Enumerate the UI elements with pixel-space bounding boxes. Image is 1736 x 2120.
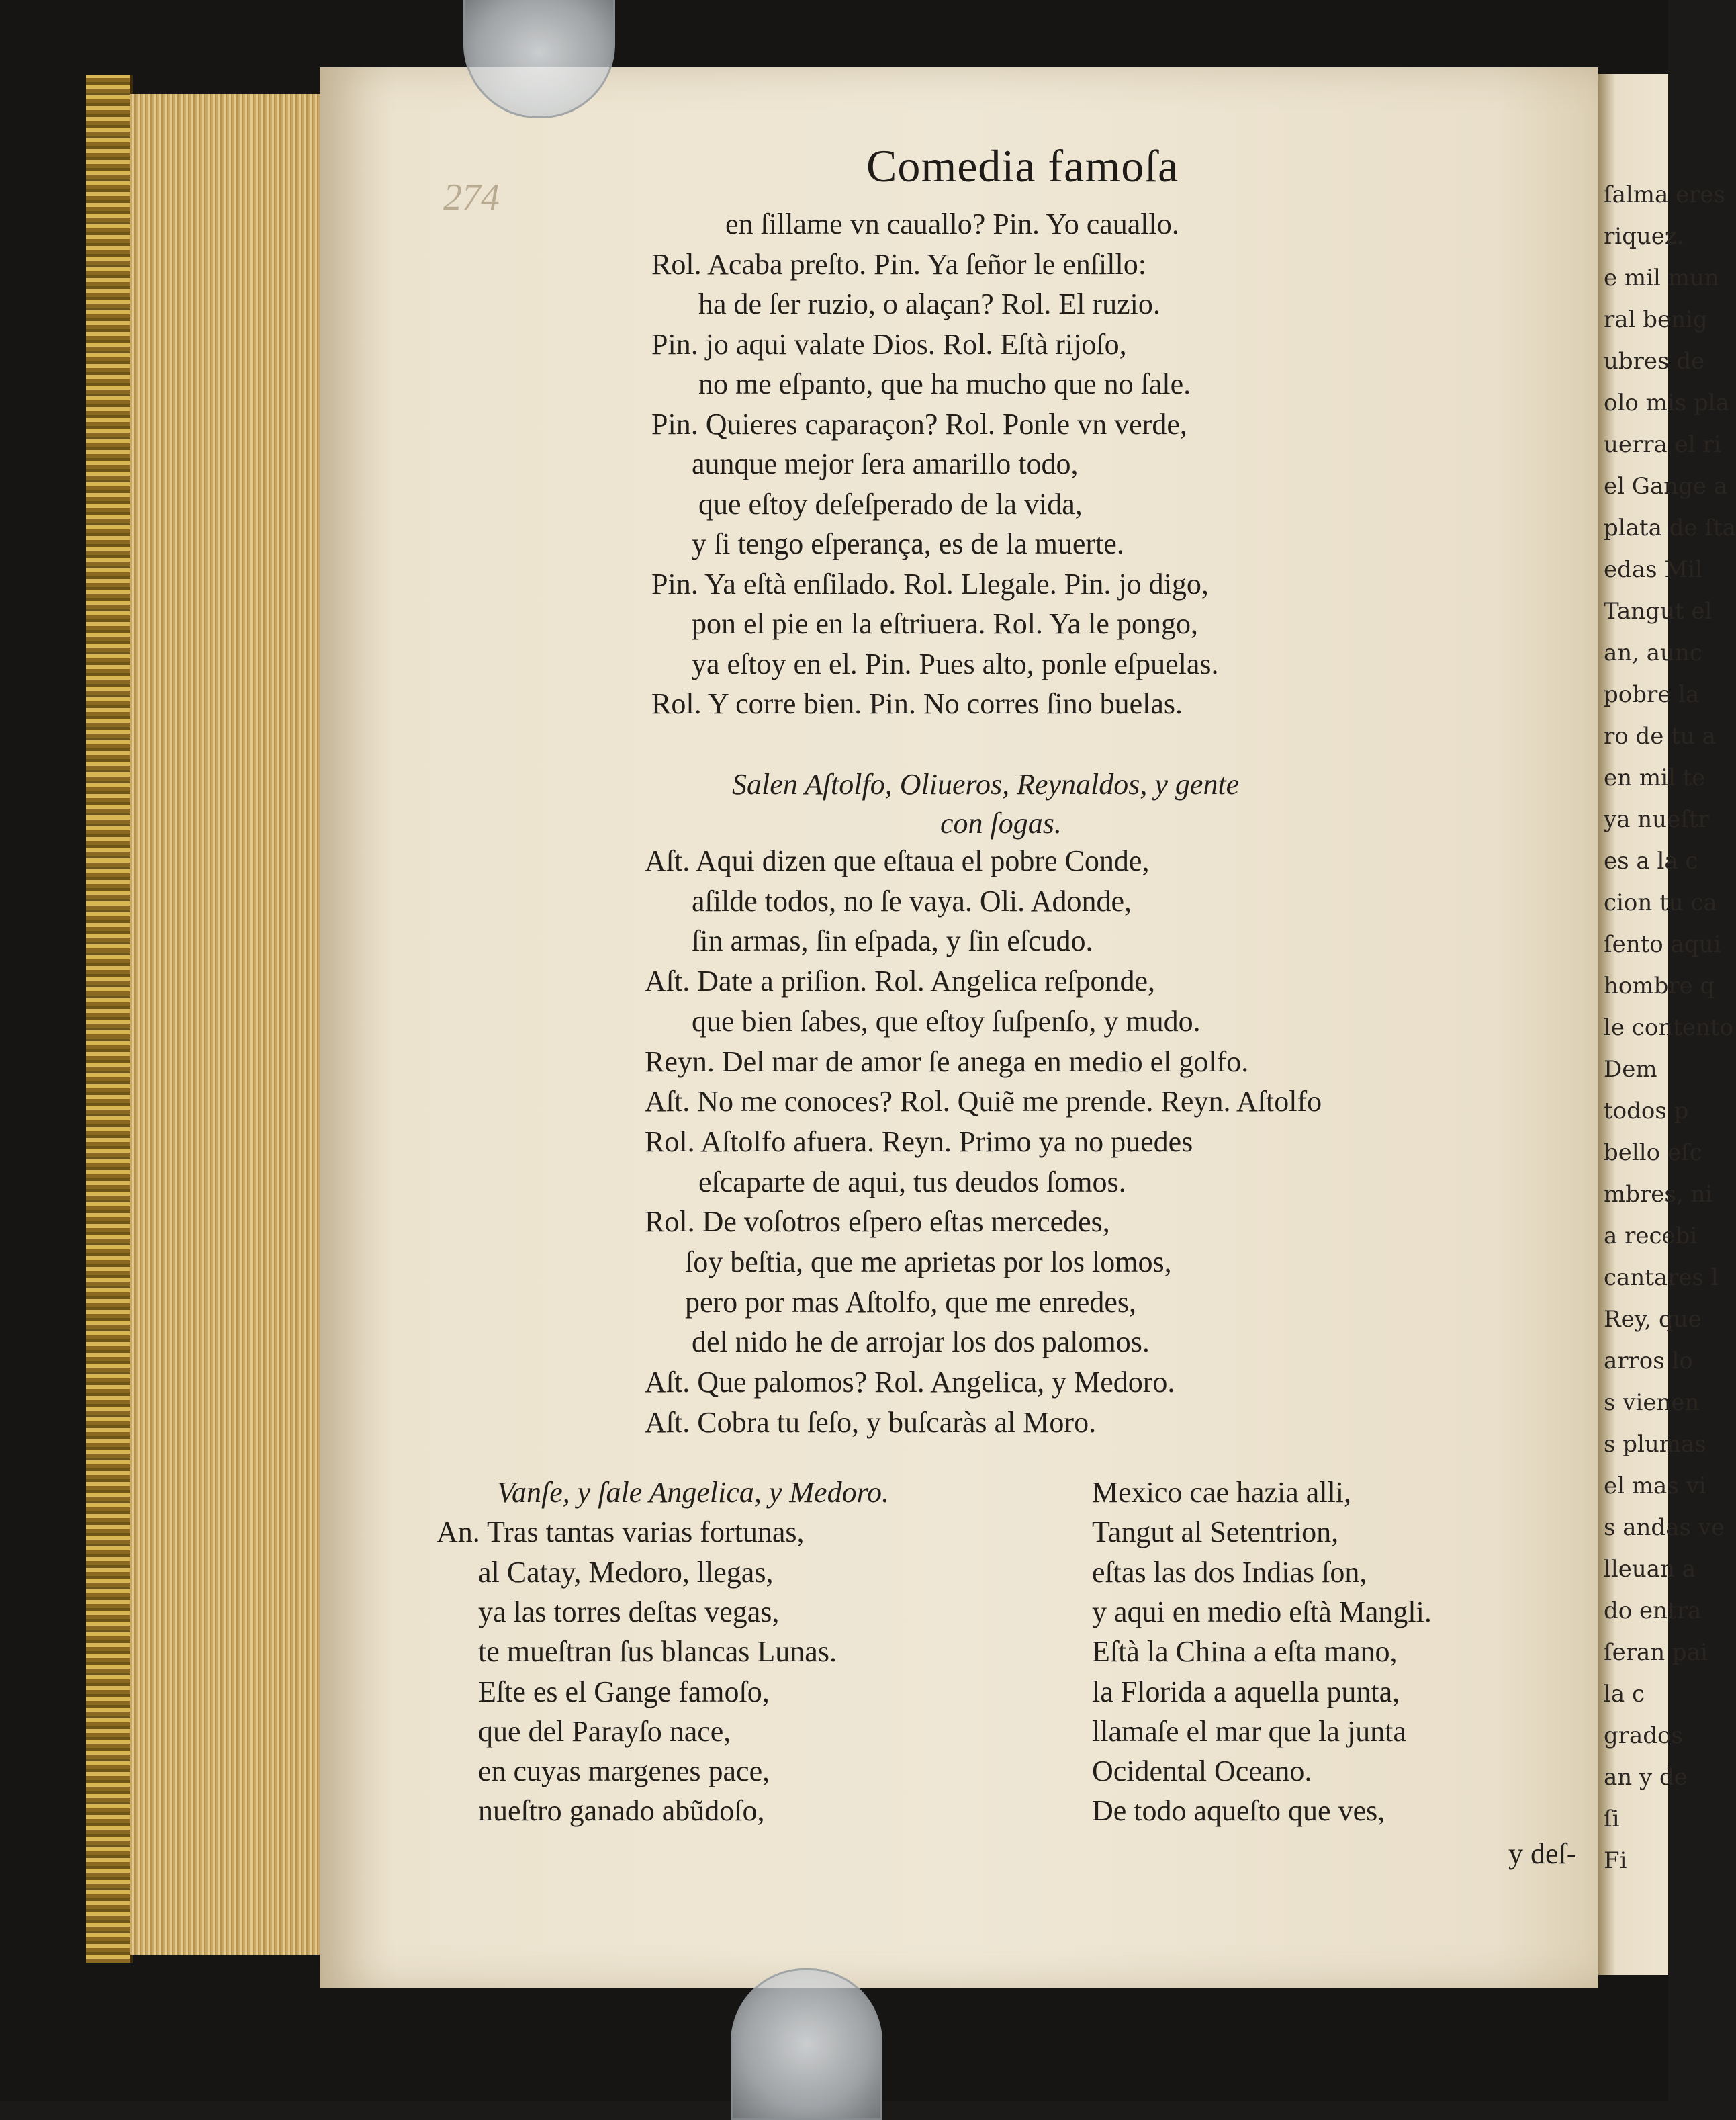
verse-line: llamaſe el mar que la junta (1092, 1714, 1406, 1748)
verse-line: nueſtro ganado abũdoſo, (478, 1794, 765, 1828)
next-page-fragment: pobre la (1604, 681, 1700, 708)
next-page-fragment: e mil mun (1604, 265, 1719, 292)
verse-line: en cuyas margenes pace, (478, 1755, 770, 1788)
verse-line: ſin armas, ſin eſpada, y ſin eſcudo. (692, 924, 1093, 958)
verse-line: Rol. Acaba preſto. Pin. Ya ſeñor le enſillo: (651, 247, 1146, 281)
next-page-fragment: ſi (1604, 1806, 1620, 1832)
next-page-fragment: ſento aqui (1604, 931, 1721, 958)
next-page-fragment: Dem (1604, 1056, 1657, 1083)
verse-line: Pin. Quieres caparaçon? Rol. Ponle vn verde, (651, 407, 1187, 441)
verse-line: que eſtoy deſeſperado de la vida, (698, 487, 1083, 521)
next-page-fragment: s plumas (1604, 1431, 1706, 1458)
next-page-fragment: arros lo (1604, 1348, 1693, 1374)
next-page-fragment: edas Mil (1604, 556, 1702, 583)
next-page-strip (1598, 74, 1736, 1975)
verse-line: eſtas las dos Indias ſon, (1092, 1555, 1367, 1589)
next-page-fragment: Tangut el (1604, 598, 1712, 625)
verse-line: pero por mas Aſtolfo, que me enredes, (685, 1285, 1137, 1319)
verse-line: Pin. jo aqui valate Dios. Rol. Eſtà rijoſo, (651, 327, 1127, 361)
verse-line: Aſt. Aqui dizen que eſtaua el pobre Conde, (645, 844, 1150, 877)
verse-line: y aqui en medio eſtà Mangli. (1092, 1595, 1432, 1628)
verse-line: al Catay, Medoro, llegas, (478, 1555, 774, 1589)
verse-line: Aſt. Cobra tu ſeſo, y buſcaràs al Moro. (645, 1405, 1097, 1439)
running-header: Comedia famoſa (866, 140, 1179, 191)
verse-line: aunque mejor ſera amarillo todo, (692, 447, 1079, 480)
catchword: y deſ- (1508, 1837, 1577, 1870)
page-block-edge (130, 94, 320, 1955)
next-page-fragment: grados (1604, 1722, 1683, 1749)
verse-line: Reyn. Del mar de amor ſe anega en medio el golfo. (645, 1045, 1249, 1078)
verse-line: Eſtà la China a eſta mano, (1092, 1635, 1398, 1669)
verse-line: aſilde todos, no ſe vaya. Oli. Adonde, (692, 884, 1132, 918)
verse-line: ſoy beſtia, que me aprietas por los lomos, (685, 1245, 1172, 1278)
verse-line: Rol. Y corre bien. Pin. No corres ſino buelas. (651, 687, 1183, 720)
verse-line: Rol. Aſtolfo afuera. Reyn. Primo ya no puedes (645, 1124, 1193, 1158)
next-page-fragment: el Gange a (1604, 473, 1728, 500)
verse-line: Aſt. Date a priſion. Rol. Angelica reſponde, (645, 965, 1156, 998)
next-page-fragment: uerra el ri (1604, 431, 1721, 458)
stage-direction-line: Salen Aſtolfo, Oliueros, Reynaldos, y gente (732, 768, 1240, 801)
page-number: 274 (443, 177, 500, 218)
next-page-fragment: Fi (1604, 1847, 1627, 1874)
verse-line: Aſt. No me conoces? Rol. Quiẽ me prende. Reyn. Aſtolfo (645, 1085, 1322, 1118)
verse-line: ha de ſer ruzio, o alaçan? Rol. El ruzio. (698, 288, 1160, 320)
next-page-fragment: ya nueſtr (1604, 806, 1709, 833)
verse-line: Aſt. Que palomos? Rol. Angelica, y Medoro. (645, 1366, 1175, 1399)
bottom-page-clip (731, 1968, 882, 2120)
next-page-fragment: an y de (1604, 1764, 1688, 1791)
next-page-fragment: ro de tu a (1604, 723, 1716, 750)
next-page-fragment: el mas vi (1604, 1472, 1706, 1499)
verse-line: la Florida a aquella punta, (1092, 1675, 1400, 1708)
next-page-fragment: ubres de (1604, 348, 1705, 375)
verse-line: del nido he de arrojar los dos palomos. (692, 1325, 1150, 1359)
next-page-fragment: es a la c (1604, 848, 1698, 875)
next-page-fragment: ral benig (1604, 306, 1708, 333)
verse-line: Ocidental Oceano. (1092, 1755, 1312, 1788)
next-page-fragment: Rey, que (1604, 1306, 1702, 1333)
verse-line: Tangut al Setentrion, (1092, 1515, 1339, 1549)
verse-line: no me eſpanto, que ha mucho que no ſale. (698, 367, 1191, 400)
next-page-fragment: riquez. (1604, 223, 1684, 250)
next-page-fragment: bello eſc (1604, 1139, 1702, 1166)
next-page-fragment: en mil te (1604, 764, 1706, 791)
verse-line: pon el pie en la eſtriuera. Rol. Ya le pongo, (692, 607, 1198, 640)
next-page-fragment: ſalma eres (1604, 181, 1725, 208)
next-page-fragment: la c (1604, 1681, 1645, 1708)
verse-line: Eſte es el Gange famoſo, (478, 1675, 770, 1708)
next-page-fragment: olo mis pla (1604, 390, 1729, 416)
verse-line: y ſi tengo eſperança, es de la muerte. (692, 527, 1124, 560)
next-page-fragment: todos p (1604, 1098, 1689, 1124)
next-page-fragment: mbres, ni (1604, 1181, 1713, 1208)
verse-line: te mueſtran ſus blancas Lunas. (478, 1635, 837, 1669)
verse-line: Rol. De voſotros eſpero eſtas mercedes, (645, 1205, 1110, 1239)
verse-line: en ſillame vn cauallo? Pin. Yo cauallo. (725, 208, 1179, 240)
next-page-fragment: hombre q (1604, 973, 1715, 1000)
verse-line: Mexico cae hazia alli, (1092, 1476, 1352, 1509)
verse-line: ya las torres deſtas vegas, (478, 1595, 780, 1628)
verse-line: eſcaparte de aqui, tus deudos ſomos. (698, 1165, 1126, 1198)
gilt-book-edge (86, 75, 133, 1963)
verse-line: An. Tras tantas varias fortunas, (437, 1515, 805, 1549)
verse-line: que bien ſabes, que eſtoy ſuſpenſo, y mudo. (692, 1004, 1201, 1038)
verse-line: Pin. Ya eſtà enſilado. Rol. Llegale. Pin. jo digo, (651, 567, 1209, 601)
verse-line: De todo aqueſto que ves, (1092, 1794, 1385, 1828)
next-page-fragment: a recebi (1604, 1223, 1698, 1249)
next-page-fragment: cantares l (1604, 1264, 1719, 1291)
next-page-fragment: an, aunc (1604, 639, 1702, 666)
next-page-fragment: lleuan a (1604, 1556, 1696, 1583)
stage-direction-line: con ſogas. (940, 807, 1062, 840)
next-page-fragment: plata de ſta (1604, 515, 1736, 541)
next-page-fragment: s vienen (1604, 1389, 1700, 1416)
next-page-fragment: ſeran pai (1604, 1639, 1708, 1666)
stage-direction-line: Vanſe, y ſale Angelica, y Medoro. (497, 1476, 890, 1509)
next-page-fragment: le contento (1604, 1014, 1734, 1041)
next-page-fragment: do entra (1604, 1597, 1702, 1624)
verse-line: ya eſtoy en el. Pin. Pues alto, ponle eſpuelas. (692, 647, 1219, 680)
next-page-fragment: cion tu ca (1604, 889, 1717, 916)
verse-line: que del Parayſo nace, (478, 1714, 731, 1748)
next-page-fragment: s andas ve (1604, 1514, 1725, 1541)
